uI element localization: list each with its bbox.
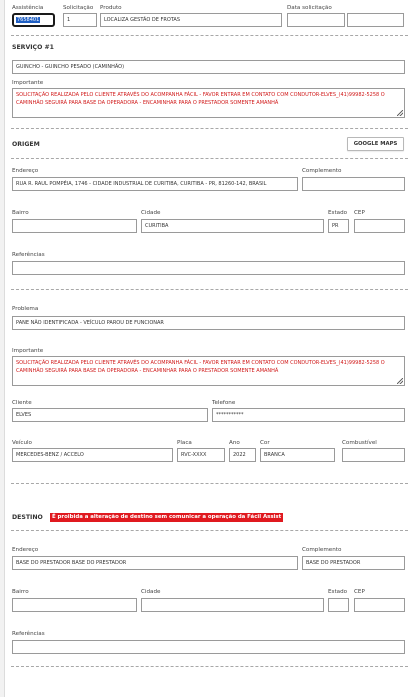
destino-endereco-label: Endereço bbox=[12, 547, 39, 553]
destino-warning-badge: É proibida a alteração de destino sem comunicar a operação da Fácil Assist bbox=[52, 514, 282, 520]
cor-input[interactable]: BRANCA bbox=[260, 448, 335, 462]
origem-estado-label: Estado bbox=[328, 210, 348, 216]
destino-cidade-input[interactable] bbox=[141, 598, 324, 612]
servico-importante-text: SOLICITAÇÃO REALIZADA PELO CLIENTE ATRAVÉS DO ACOMPANHA FÁCIL - FAVOR ENTRAR EM CONTATO COM CONDUTOR-ELVES_(41)99982-5258 O CAMINHÃO SEGUIRÁ PARA BASE DA OPERADORA - ENCAMINHAR PARA O PRESTADOR SOMENTE AMANHÃ bbox=[16, 92, 385, 106]
origem-referencias-input[interactable] bbox=[12, 261, 405, 275]
cliente-input[interactable]: ELVES bbox=[12, 408, 208, 422]
ano-input[interactable]: 2022 bbox=[229, 448, 256, 462]
produto-label: Produto bbox=[100, 5, 122, 11]
servico-title: SERVIÇO #1 bbox=[12, 44, 54, 51]
service-form bbox=[4, 0, 408, 697]
destino-complemento-input[interactable]: BASE DO PRESTADOR bbox=[302, 556, 405, 570]
divider bbox=[11, 35, 408, 36]
problema-input[interactable]: PANE NÃO IDENTIFICADA - VEÍCULO PAROU DE FUNCIONAR bbox=[12, 316, 405, 330]
solicitacao-input[interactable]: 1 bbox=[63, 13, 97, 27]
origem-endereco-label: Endereço bbox=[12, 168, 39, 174]
destino-bairro-label: Bairro bbox=[12, 589, 29, 595]
divider bbox=[11, 530, 408, 531]
destino-cep-label: CEP bbox=[354, 589, 365, 595]
destino-referencias-label: Referências bbox=[12, 631, 45, 637]
placa-input[interactable]: RVC-XXXX bbox=[177, 448, 225, 462]
divider bbox=[11, 128, 408, 129]
origem-bairro-input[interactable] bbox=[12, 219, 137, 233]
destino-estado-input[interactable] bbox=[328, 598, 349, 612]
destino-bairro-input[interactable] bbox=[12, 598, 137, 612]
divider bbox=[11, 158, 408, 159]
resize-grip-icon[interactable] bbox=[397, 378, 403, 384]
google-maps-button[interactable]: GOOGLE MAPS bbox=[347, 137, 404, 151]
problema-label: Problema bbox=[12, 306, 39, 312]
origem-complemento-label: Complemento bbox=[302, 168, 342, 174]
assistencia-input[interactable] bbox=[12, 13, 55, 27]
origem-bairro-label: Bairro bbox=[12, 210, 29, 216]
origem-cep-input[interactable] bbox=[354, 219, 405, 233]
destino-endereco-input[interactable]: BASE DO PRESTADOR BASE DO PRESTADOR bbox=[12, 556, 298, 570]
hora-solicitacao-input[interactable] bbox=[347, 13, 404, 27]
cliente-label: Cliente bbox=[12, 400, 32, 406]
resize-grip-icon[interactable] bbox=[397, 110, 403, 116]
placa-label: Placa bbox=[177, 440, 192, 446]
data-solicitacao-label: Data solicitação bbox=[287, 5, 332, 11]
combustivel-input[interactable] bbox=[342, 448, 405, 462]
veiculo-label: Veículo bbox=[12, 440, 32, 446]
origem-endereco-input[interactable]: RUA R. RAUL POMPÉIA, 1746 - CIDADE INDUSTRIAL DE CURITIBA, CURITIBA - PR, 81260-142, BRASIL bbox=[12, 177, 298, 191]
ano-label: Ano bbox=[229, 440, 240, 446]
servico-tipo-input[interactable]: GUINCHO - GUINCHO PESADO (CAMINHÃO) bbox=[12, 60, 405, 74]
telefone-label: Telefone bbox=[212, 400, 236, 406]
divider bbox=[11, 289, 408, 290]
divider bbox=[11, 483, 408, 484]
problema-importante-text: SOLICITAÇÃO REALIZADA PELO CLIENTE ATRAVÉS DO ACOMPANHA FÁCIL - FAVOR ENTRAR EM CONTATO COM CONDUTOR-ELVES_(41)99982-5258 O CAMINHÃO SEGUIRÁ PARA BASE DA OPERADORA - ENCAMINHAR PARA O PRESTADOR SOMENTE AMANHÃ bbox=[16, 360, 385, 374]
servico-importante-label: Importante bbox=[12, 80, 44, 86]
solicitacao-label: Solicitação bbox=[63, 5, 94, 11]
destino-complemento-label: Complemento bbox=[302, 547, 342, 553]
destino-cep-input[interactable] bbox=[354, 598, 405, 612]
origem-title: ORIGEM bbox=[12, 141, 40, 148]
problema-importante-label: Importante bbox=[12, 348, 44, 354]
assistencia-selected-text: 7658401 bbox=[17, 17, 40, 23]
origem-cidade-label: Cidade bbox=[141, 210, 161, 216]
veiculo-input[interactable]: MERCEDES-BENZ / ACCELO bbox=[12, 448, 173, 462]
problema-importante-textarea[interactable] bbox=[12, 356, 405, 386]
destino-cidade-label: Cidade bbox=[141, 589, 161, 595]
origem-estado-input[interactable]: PR bbox=[328, 219, 349, 233]
destino-referencias-input[interactable] bbox=[12, 640, 405, 654]
origem-cidade-input[interactable]: CURITIBA bbox=[141, 219, 324, 233]
origem-cep-label: CEP bbox=[354, 210, 365, 216]
produto-input[interactable]: LOCALIZA GESTÃO DE FROTAS bbox=[100, 13, 282, 27]
combustivel-label: Combustível bbox=[342, 440, 377, 446]
origem-referencias-label: Referências bbox=[12, 252, 45, 258]
servico-importante-textarea[interactable] bbox=[12, 88, 405, 118]
origem-complemento-input[interactable] bbox=[302, 177, 405, 191]
telefone-input[interactable]: *********** bbox=[212, 408, 405, 422]
destino-title: DESTINO bbox=[12, 514, 43, 521]
destino-estado-label: Estado bbox=[328, 589, 348, 595]
divider bbox=[11, 666, 408, 667]
cor-label: Cor bbox=[260, 440, 270, 446]
data-solicitacao-input[interactable] bbox=[287, 13, 345, 27]
assistencia-label: Assistência bbox=[12, 5, 44, 11]
